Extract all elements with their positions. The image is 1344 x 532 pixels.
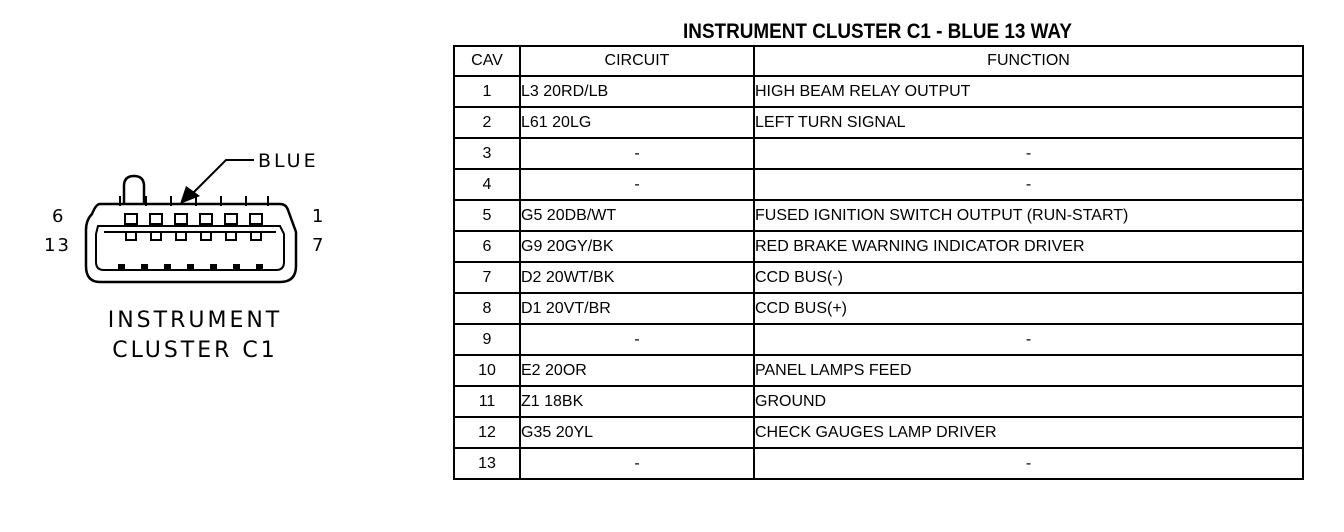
blue-pointer-arrow xyxy=(180,160,254,204)
cell-circuit: D2 20WT/BK xyxy=(520,262,754,293)
table-row xyxy=(454,262,1303,293)
connector-name-line2: CLUSTER C1 xyxy=(112,338,278,363)
cell-circuit: Z1 18BK xyxy=(520,386,754,417)
header-circuit: CIRCUIT xyxy=(520,46,754,76)
table-row xyxy=(454,107,1303,138)
cell-cav: 13 xyxy=(454,448,520,479)
latch-tab xyxy=(124,176,144,204)
table-row xyxy=(454,200,1303,231)
middle-pin-row xyxy=(104,232,276,240)
cell-cav: 2 xyxy=(454,107,520,138)
cell-circuit: - xyxy=(520,138,754,169)
cell-function: CCD BUS(+) xyxy=(754,293,1303,324)
pin-number-top-right: 1 xyxy=(312,206,326,227)
pinout-table xyxy=(453,45,1304,480)
connector-color-label: BLUE xyxy=(258,150,319,172)
cell-cav: 4 xyxy=(454,169,520,200)
cell-circuit: - xyxy=(520,448,754,479)
table-row xyxy=(454,324,1303,355)
pinout-table-body xyxy=(454,76,1303,479)
cell-cav: 1 xyxy=(454,76,520,107)
header-function: FUNCTION xyxy=(754,46,1303,76)
table-row xyxy=(454,293,1303,324)
cell-function: PANEL LAMPS FEED xyxy=(754,355,1303,386)
cell-function: - xyxy=(754,448,1303,479)
cell-function: LEFT TURN SIGNAL xyxy=(754,107,1303,138)
cell-cav: 10 xyxy=(454,355,520,386)
connector-face-drawing xyxy=(0,0,440,532)
cell-cav: 5 xyxy=(454,200,520,231)
table-row xyxy=(454,448,1303,479)
cell-function: CHECK GAUGES LAMP DRIVER xyxy=(754,417,1303,448)
cell-function: - xyxy=(754,169,1303,200)
cell-function: RED BRAKE WARNING INDICATOR DRIVER xyxy=(754,231,1303,262)
table-row xyxy=(454,386,1303,417)
table-row xyxy=(454,417,1303,448)
pin-number-top-left: 6 xyxy=(52,206,66,227)
cell-cav: 11 xyxy=(454,386,520,417)
cell-circuit: G9 20GY/BK xyxy=(520,231,754,262)
cell-function: GROUND xyxy=(754,386,1303,417)
cell-circuit: L3 20RD/LB xyxy=(520,76,754,107)
cell-function: FUSED IGNITION SWITCH OUTPUT (RUN-START) xyxy=(754,200,1303,231)
table-header-row xyxy=(454,46,1303,76)
pin-number-bottom-left: 13 xyxy=(44,235,71,256)
cell-function: HIGH BEAM RELAY OUTPUT xyxy=(754,76,1303,107)
cell-circuit: D1 20VT/BR xyxy=(520,293,754,324)
cell-circuit: - xyxy=(520,324,754,355)
cell-cav: 6 xyxy=(454,231,520,262)
table-row xyxy=(454,169,1303,200)
cell-circuit: E2 20OR xyxy=(520,355,754,386)
table-row xyxy=(454,231,1303,262)
header-cav: CAV xyxy=(454,46,520,76)
upper-pin-row xyxy=(125,214,262,224)
table-row xyxy=(454,355,1303,386)
cell-function: CCD BUS(-) xyxy=(754,262,1303,293)
cell-circuit: L61 20LG xyxy=(520,107,754,138)
cell-function: - xyxy=(754,138,1303,169)
table-row xyxy=(454,76,1303,107)
table-title: INSTRUMENT CLUSTER C1 - BLUE 13 WAY xyxy=(683,20,1072,43)
cell-cav: 9 xyxy=(454,324,520,355)
cell-cav: 8 xyxy=(454,293,520,324)
cell-cav: 12 xyxy=(454,417,520,448)
cell-circuit: - xyxy=(520,169,754,200)
pin-number-bottom-right: 7 xyxy=(312,235,326,256)
cell-cav: 3 xyxy=(454,138,520,169)
table-row xyxy=(454,138,1303,169)
connector-name-line1: INSTRUMENT xyxy=(107,308,283,333)
cell-cav: 7 xyxy=(454,262,520,293)
cell-circuit: G5 20DB/WT xyxy=(520,200,754,231)
cell-circuit: G35 20YL xyxy=(520,417,754,448)
cell-function: - xyxy=(754,324,1303,355)
connector-diagram xyxy=(0,0,440,532)
